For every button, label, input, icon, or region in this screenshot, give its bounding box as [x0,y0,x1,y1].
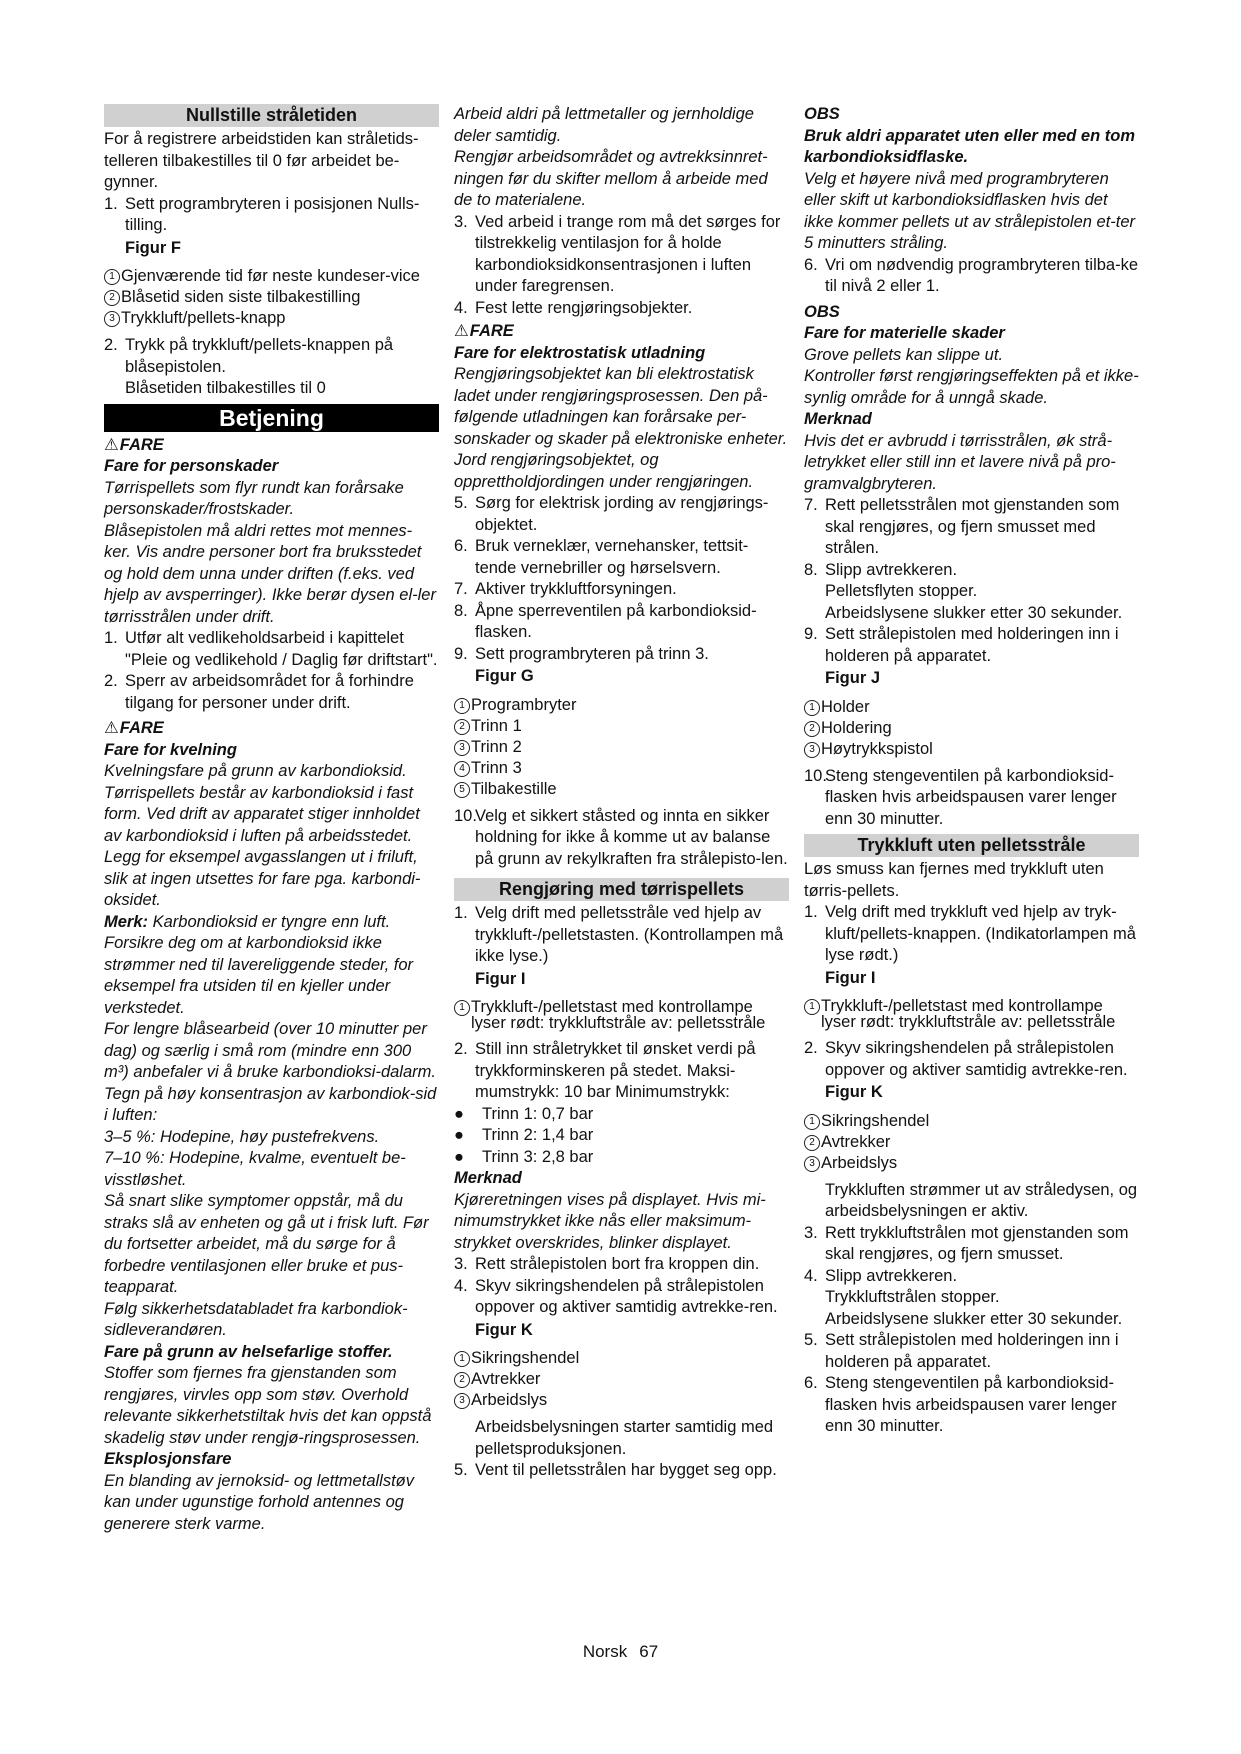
callout-number: 2 [454,719,470,735]
callout-item: 1 Sikringshendel [804,1110,1139,1130]
callout-number: 4 [454,761,470,777]
symptoms-action: Så snart slike symptomer oppstår, må du straks slå av enheten og gå ut i frisk luft. Før du fortsetter arbeidet, må du sørge for å forbedre ventilasjonen eller bruke et pus-teapparat. [104,1192,429,1296]
callouts-i [804,995,1139,1030]
warning-title: Fare for kvelning [104,740,237,759]
callouts-g [454,694,789,798]
callout-number: 1 [454,698,470,714]
callout-number: 2 [804,721,820,737]
callout-number: 3 [104,311,120,327]
callout-item: 3 Høytrykkspistol [804,738,1139,758]
callout-item: 2 Avtrekker [804,1131,1139,1151]
merknad-label: Merknad [454,1169,522,1187]
warning-triangle-icon: ⚠ [454,322,469,340]
callout-number: 3 [804,1156,820,1172]
reset-steps [104,194,439,237]
explosion-title: Eksplosjonsfare [104,1450,232,1468]
callout-number: 1 [454,1351,470,1367]
hazard-title: Fare på grunn av helsefarlige stoffer. [104,1342,393,1361]
warning-title: Fare for elektrostatisk utladning [454,343,706,362]
obs-title: Bruk aldri apparatet uten eller med en tom karbondioksidflaske. [804,126,1135,166]
section-heading-reset: Nullstille stråletiden [104,104,439,127]
callout-number: 1 [804,999,820,1015]
warning-title: Fare for personskader [104,457,279,475]
operation-step-8: 8. Åpne sperreventilen på karbondioksid-flasken. [454,601,757,641]
obs-label: OBS [804,302,840,321]
column-middle [454,104,789,1482]
callout-number: 1 [804,1114,820,1130]
air-step-4-note: Arbeidslysene slukker etter 30 sekunder. [825,1309,1123,1328]
air-step-3: 3. Rett trykkluftstrålen mot gjenstanden som skal rengjøres, og fjern smusset. [804,1223,1129,1263]
warning-text: Blåsepistolen må aldri rettes mot mennes-ker. Vis andre personer bort fra bruksstedet og hold dem unna under driften (f.eks. ved hjelp av avsperringer). Ikke berør dysen el-ler tørrisstrålen under drift. [104,521,436,626]
datasheet-text: Følg sikkerhetsdatabladet fra karbondiok-sidleverandøren. [104,1299,408,1339]
callout-number: 2 [454,1372,470,1388]
air-step-1: 1. Velg drift med trykkluft ved hjelp av tryk-kluft/pellets-knappen. (Indikatorlampen må lyse rødt.) [804,903,1136,964]
operation-step-9: 9. Sett programbryteren på trinn 3. [454,644,709,663]
callout-number: 2 [104,290,120,306]
warning-text: Kvelningsfare på grunn av karbondioksid. Tørrispellets består av karbondioksid i fast form. Ved drift av apparatet stiger innholdet av karbondioksid i luften på arbeidsstedet. Legg for eksempel avgasslangen ut i friluft, slik at ingen utsettes for fare pga. karbondi-oksidet. [104,762,421,909]
list-item: ● Trinn 2: 1,4 bar [454,1125,789,1147]
reset-step-2-note: Blåsetiden tilbakestilles til 0 [125,379,326,397]
callout-number: 1 [104,269,120,285]
hazard-text: Stoffer som fjernes fra gjenstanden som rengjøres, virvles opp som støv. Overhold relevante sikkerhetstiltak hvis det kan oppstå skadelig støv under rengjø-ringsprosessen. [104,1364,432,1447]
air-intro: Løs smuss kan fjernes med trykkluft uten tørris-pellets. [804,860,1104,900]
figure-label-i: Figur I [825,968,876,987]
pressure-levels [454,1104,789,1169]
merknad-text: Kjøreretningen vises på displayet. Hvis mi-nimumstrykket ikke nås eller maksimum-strykket overskrides, blinker displayet. [454,1190,766,1252]
merknad-text: Hvis det er avbrudd i tørrisstrålen, øk strå-letrykket eller still inn et lavere nivå på pro-gramvalgbryteren. [804,431,1116,493]
callout-item: 4 Trinn 3 [454,757,789,777]
symptom-item: 7–10 %: Hodepine, kvalme, eventuelt be-visstløshet. [104,1149,406,1189]
air-step-2-note: Trykkluften strømmer ut av stråledysen, og arbeidsbelysningen er aktiv. [825,1180,1138,1220]
explosion-text: En blanding av jernoksid- og lettmetallstøv kan under ugunstige forhold antennes og generere sterk varme. [104,1471,414,1533]
pellets-step-2: 2. Still inn stråletrykket til ønsket verdi på trykkforminskeren på stedet. Maksi-mumstrykk: 10 bar Minimumstrykk: [454,1040,756,1101]
warning-text: Jord rengjøringsobjektet, og opprettholdjordingen under rengjøringen. [454,451,754,491]
pellets-step-8: 8. Slipp avtrekkeren. [804,560,958,579]
figure-label-i: Figur I [475,969,526,988]
callouts-f [104,265,439,327]
operation-step-4: 4. Fest lette rengjøringsobjekter. [454,298,693,317]
list-item: ● Trinn 1: 0,7 bar [454,1104,789,1126]
callout-item: 1 Trykkluft-/pelletstast med kontrollampe lyser rødt: trykkluftstråle av: pelletsstråle [804,995,1139,1030]
warning-label: ⚠FARE [454,322,514,340]
callout-item: 3 Arbeidslys [454,1389,789,1409]
callout-item: 5 Tilbakestille [454,778,789,798]
callout-number: 1 [454,1000,470,1016]
reset-step-1: 1. Sett programbryteren i posisjonen Nulls-tilling. [104,194,420,234]
bullet-icon: ● [454,1126,464,1144]
warning-triangle-icon: ⚠ [104,719,119,737]
operation-step-3: 3. Ved arbeid i trange rom må det sørges for tilstrekkelig ventilasjon for å holde karbondioksidkonsentrasjonen i luften under faregrensen. [454,212,781,295]
operation-step-7: 7. Aktiver trykkluftforsyningen. [454,580,677,598]
bullet-icon: ● [454,1104,464,1123]
warning-label: ⚠FARE [104,435,164,454]
reset-intro: For å registrere arbeidstiden kan stråletids-telleren tilbakestilles til 0 før arbeidet be-gynner. [104,130,419,191]
warning-text: Rengjøringsobjektet kan bli elektrostatisk ladet under rengjøringsprosessen. Den på-følgende utladningen kan forårsake per-sonskader og skader på elektroniske enheter. [454,365,788,448]
list-item: ● Trinn 3: 2,8 bar [454,1147,789,1169]
pellets-step-6: 6. Vri om nødvendig programbryteren tilba-ke til nivå 2 eller 1. [804,255,1139,295]
pellets-step-8-note: Arbeidslysene slukker etter 30 sekunder. [825,603,1123,622]
callout-item: 1 Gjenværende tid før neste kundeser-vice [104,265,439,285]
callouts-i [454,996,789,1031]
pellets-step-1: 1. Velg drift med pelletsstråle ved hjelp av trykkluft-/pelletstasten. (Kontrollampen må ikke lyse.) [454,904,784,965]
page-number: 67 [639,1642,659,1661]
callout-item: 1 Trykkluft-/pelletstast med kontrollampe lyser rødt: trykkluftstråle av: pelletsstråle [454,996,789,1031]
callout-item: 3 Trykkluft/pellets-knapp [104,307,439,327]
callouts-k [804,1110,1139,1172]
pellets-step-4: 4. Skyv sikringshendelen på strålepistolen oppover og aktiver samtidig avtrekke-ren. [454,1276,778,1316]
column-left [104,104,439,1535]
figure-label-j: Figur J [825,669,881,687]
pellets-step-4-note: Arbeidsbelysningen starter samtidig med pelletsproduksjonen. [475,1418,774,1458]
obs-text: Kontroller først rengjøringseffekten på et ikke-synlig område for å unngå skade. [804,367,1139,407]
reset-step-2: 2. Trykk på trykkluft/pellets-knappen på blåsepistolen. [104,336,394,376]
pellets-step-8-note: Pelletsflyten stopper. [825,582,978,600]
metals-text: Arbeid aldri på lettmetaller og jernholdige deler samtidig. [454,105,754,145]
callout-number: 3 [454,1393,470,1409]
callout-item: 3 Arbeidslys [804,1152,1139,1172]
pellets-step-5: 5. Vent til pelletsstrålen har bygget seg opp. [454,1461,777,1479]
footer-language: Norsk [582,1642,628,1661]
callout-item: 2 Trinn 1 [454,715,789,735]
figure-label-k: Figur K [475,1320,533,1339]
pellets-step-3: 3. Rett strålepistolen bort fra kroppen din. [454,1255,760,1273]
callout-item: 1 Sikringshendel [454,1347,789,1367]
pellets-step-7: 7. Rett pelletsstrålen mot gjenstanden som skal rengjøres, og fjern smusset med strålen. [804,496,1120,557]
section-heading-air: Trykkluft uten pelletsstråle [804,834,1139,857]
warning-label: ⚠FARE [104,719,164,737]
clean-area-text: Rengjør arbeidsområdet og avtrekksinnret-ningen før du skifter mellom å arbeide med de to materialene. [454,148,768,209]
callout-number: 5 [454,782,470,798]
long-work-text: For lengre blåsearbeid (over 10 minutter per dag) og særlig i små rom (mindre enn 300 m³) anbefaler vi å bruke karbondioksi-dalarm. [104,1020,436,1081]
callout-item: 2 Avtrekker [454,1368,789,1388]
section-heading-operation: Betjening [104,404,439,432]
bullet-icon: ● [454,1147,464,1166]
air-step-2: 2. Skyv sikringshendelen på strålepistolen oppover og aktiver samtidig avtrekke-ren. [804,1039,1128,1079]
column-right [804,104,1139,1438]
operation-step-2: 2. Sperr av arbeidsområdet for å forhindre tilgang for personer under drift. [104,672,414,712]
merknad-label: Merknad [804,410,872,428]
operation-step-1: 1. Utfør alt vedlikeholdsarbeid i kapittelet "Pleie og vedlikehold / Daglig før driftstart". [104,629,438,669]
warning-text: Tørrispellets som flyr rundt kan forårsake personskader/frostskader. [104,478,404,518]
callout-number: 3 [804,742,820,758]
figure-label-f: Figur F [125,238,181,257]
callout-item: 2 Holdering [804,717,1139,737]
pellets-step-10: 10. Steng stengeventilen på karbondioksid-flasken hvis arbeidspausen varer lenger enn 30 minutter. [804,766,1117,828]
callout-number: 3 [454,740,470,756]
callout-number: 1 [804,700,820,716]
callout-number: 2 [804,1135,820,1151]
air-step-5: 5. Sett strålepistolen med holderingen inn i holderen på apparatet. [804,1331,1119,1371]
symptoms-intro: Tegn på høy konsentrasjon av karbondiok-sid i luften: [104,1084,437,1124]
warning-triangle-icon: ⚠ [104,435,119,454]
callout-item: 1 Holder [804,696,1139,716]
pellets-step-9: 9. Sett strålepistolen med holderingen inn i holderen på apparatet. [804,625,1119,665]
section-heading-pellets: Rengjøring med tørrispellets [454,878,789,901]
callouts-j [804,696,1139,758]
callout-item: 3 Trinn 2 [454,736,789,756]
obs-title: Fare for materielle skader [804,324,1005,342]
air-step-6: 6. Steng stengeventilen på karbondioksid-flasken hvis arbeidspausen varer lenger enn 30 minutter. [804,1374,1117,1435]
operation-step-5: 5. Sørg for elektrisk jording av rengjørings-objektet. [454,494,769,534]
air-step-4-note: Trykkluftstrålen stopper. [825,1288,1000,1306]
callout-item: 1 Programbryter [454,694,789,714]
obs-text: Grove pellets kan slippe ut. [804,345,1004,364]
obs-label: OBS [804,105,840,123]
callouts-k [454,1347,789,1409]
air-step-4: 4. Slipp avtrekkeren. [804,1266,958,1285]
operation-step-10: 10. Velg et sikkert ståsted og innta en sikker holdning for ikke å komme ut av balanse på grunn av rekylkraften fra strålepisto-len. [454,806,788,868]
symptom-item: 3–5 %: Hodepine, høy pustefrekvens. [104,1127,380,1146]
figure-label-g: Figur G [475,667,534,685]
co2-note: Merk: Karbondioksid er tyngre enn luft. Forsikre deg om at karbondioksid ikke strømmer ned til lavereliggende steder, for eksempel fra utsiden til en kjeller under verkstedet. [104,912,414,1017]
obs-text: Velg et høyere nivå med programbryteren eller skift ut karbondioksidflasken hvis det ikke kommer pellets ut av strålepistolen et-ter 5 minutters stråling. [804,169,1136,252]
callout-item: 2 Blåsetid siden siste tilbakestilling [104,286,439,306]
page-footer [0,1641,1241,1663]
operation-step-6: 6. Bruk verneklær, vernehansker, tettsit-tende vernebriller og hørselsvern. [454,537,749,577]
figure-label-k: Figur K [825,1083,883,1101]
